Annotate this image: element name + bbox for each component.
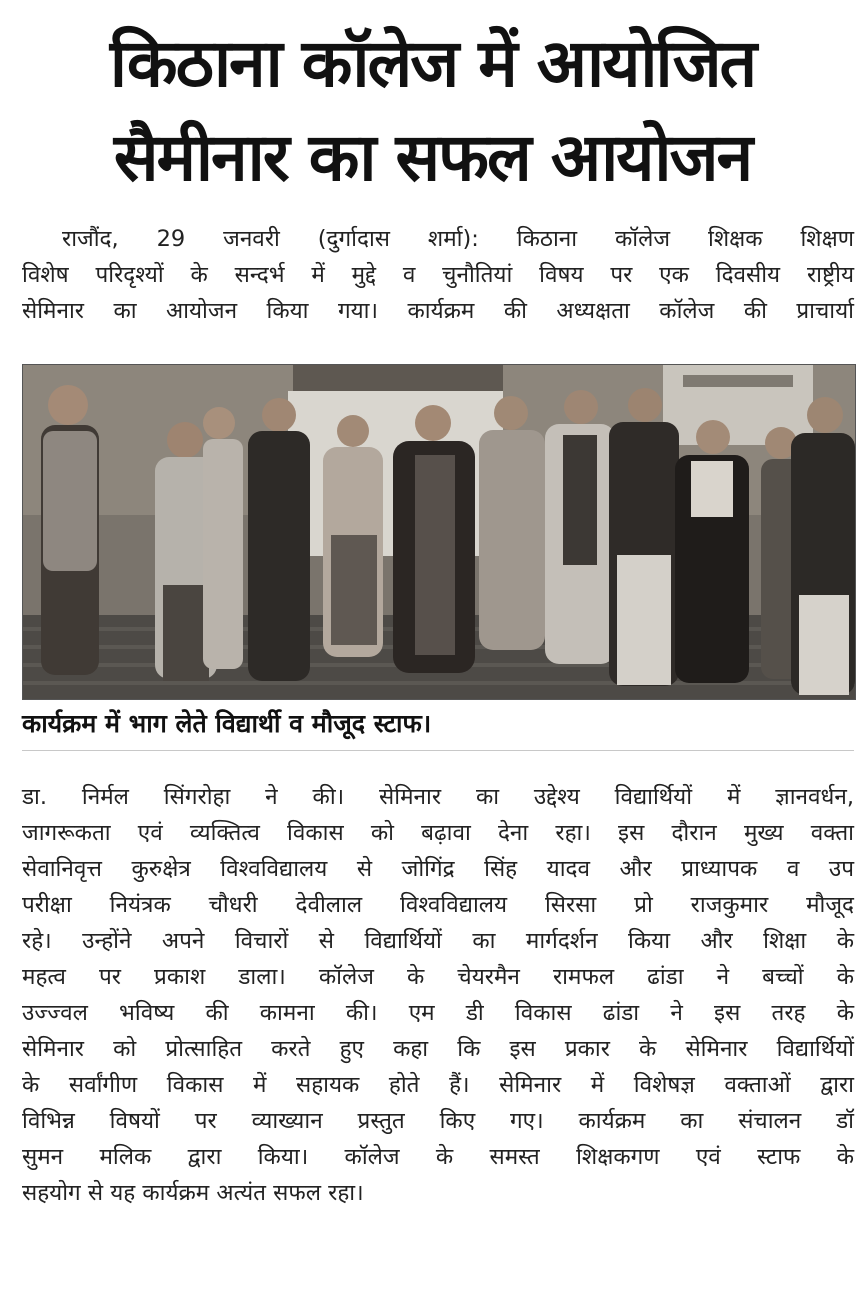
body-line-7: उज्ज्वल भविष्य की कामना की। एम डी विकास ढांडा ने इस तरह के [22,1000,854,1026]
body-line-2: जागरूकता एवं व्यक्तित्व विकास को बढ़ावा देना रहा। इस दौरान मुख्य वक्ता [22,820,854,846]
body-line-10: विभिन्न विषयों पर व्याख्यान प्रस्तुत किए गए। कार्यक्रम का संचालन डॉ [22,1108,854,1134]
headline-line-1: किठाना कॉलेज में आयोजित [109,25,756,102]
intro-line-2: विशेष परिदृश्यों के सन्दर्भ में मुद्दे व चुनौतियां विषय पर एक दिवसीय राष्ट्रीय [22,262,854,288]
body-line-11: सुमन मलिक द्वारा किया। कॉलेज के समस्त शिक्षकगण एवं स्टाफ के [22,1144,854,1170]
body-line-3: सेवानिवृत्त कुरुक्षेत्र विश्वविद्यालय से जोगिंद्र सिंह यादव और प्राध्यापक व उप [22,856,854,882]
body-line-9: के सर्वांगीण विकास में सहायक होते हैं। सेमिनार में विशेषज्ञ वक्ताओं द्वारा [22,1072,854,1098]
intro-line-3: सेमिनार का आयोजन किया गया। कार्यक्रम की अध्यक्षता कॉलेज की प्राचार्या [22,298,854,324]
body-line-6: महत्व पर प्रकाश डाला। कॉलेज के चेयरमैन रामफल ढांडा ने बच्चों के [22,964,854,990]
body-line-8: सेमिनार को प्रोत्साहित करते हुए कहा कि इस प्रकार के सेमिनार विद्यार्थियों [22,1036,854,1062]
body-line-1: डा. निर्मल सिंगरोहा ने की। सेमिनार का उद्देश्य विद्यार्थियों में ज्ञानवर्धन, [22,784,854,810]
headline-line-2: सैमीनार का सफल आयोजन [113,119,752,196]
group-photo [22,364,856,700]
photo-caption: कार्यक्रम में भाग लेते विद्यार्थी व मौजूद स्टाफ। [22,709,432,738]
caption-divider [22,750,854,751]
body-line-4: परीक्षा नियंत्रक चौधरी देवीलाल विश्वविद्यालय सिरसा प्रो राजकुमार मौजूद [22,892,854,918]
intro-line-1: राजौंद, 29 जनवरी (दुर्गादास शर्मा): किठाना कॉलेज शिक्षक शिक्षण [62,226,854,252]
body-line-5: रहे। उन्होंने अपने विचारों से विद्यार्थियों का मार्गदर्शन किया और शिक्षा के [22,928,854,954]
body-line-12: सहयोग से यह कार्यक्रम अत्यंत सफल रहा। [22,1180,364,1206]
